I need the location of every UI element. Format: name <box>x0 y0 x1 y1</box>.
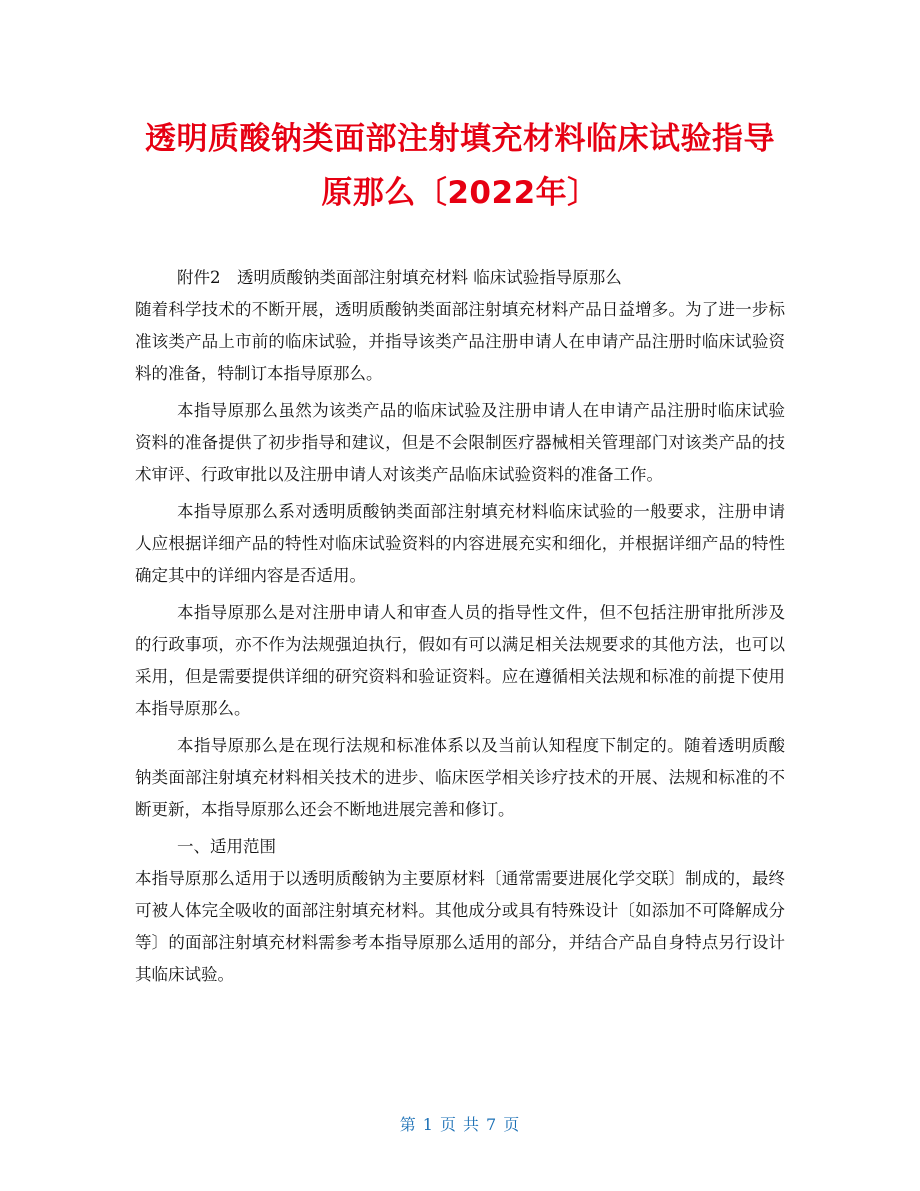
footer-page-prefix: 第 <box>399 1115 417 1134</box>
title-line-1: 透明质酸钠类面部注射填充材料临床试验指导 <box>145 121 775 157</box>
footer-total-pages: 7 <box>486 1115 498 1134</box>
footer-page-mid: 页 <box>439 1115 457 1134</box>
paragraph-revision: 本指导原那么是在现行法规和标准体系以及当前认知程度下制定的。随着透明质酸钠类面部注射填充材料相关技术的进步、临床医学相关诊疗技术的开展、法规和标准的不断更新，本指导原那么还会不断地进展完善和修订。 <box>135 736 785 819</box>
document-body <box>135 262 785 991</box>
footer-page-number: 1 <box>422 1115 434 1134</box>
paragraph-guidance-nature: 本指导原那么是对注册申请人和审查人员的指导性文件，但不包括注册审批所涉及的行政事项，亦不作为法规强迫执行，假如有可以满足相关法规要求的其他方法，也可以采用，但是需要提供详细的研究资料和验证资料。应在遵循相关法规和标准的前提下使用本指导原那么。 <box>135 603 785 718</box>
document-title <box>120 112 800 220</box>
paragraph-general-requirements: 本指导原那么系对透明质酸钠类面部注射填充材料临床试验的一般要求，注册申请人应根据详细产品的特性对临床试验资料的内容进展充实和细化，并根据详细产品的特性确定其中的详细内容是否适用。 <box>135 502 785 585</box>
paragraph-scope-note: 本指导原那么虽然为该类产品的临床试验及注册申请人在申请产品注册时临床试验资料的准备提供了初步指导和建议，但是不会限制医疗器械相关管理部门对该类产品的技术审评、行政审批以及注册申请人对该类产品临床试验资料的准备工作。 <box>135 401 785 484</box>
attachment-line: 附件2 透明质酸钠类面部注射填充材料 临床试验指导原那么 <box>177 268 622 287</box>
section-heading-scope: 一、适用范围 <box>177 837 276 856</box>
footer-total-prefix: 共 <box>463 1115 481 1134</box>
paragraph-intro: 随着科学技术的不断开展，透明质酸钠类面部注射填充材料产品日益增多。为了进一步标准该类产品上市前的临床试验，并指导该类产品注册申请人在申请产品注册时临床试验资料的准备，特制订本指导原那么。 <box>135 300 785 383</box>
paragraph-applicability: 本指导原那么适用于以透明质酸钠为主要原材料〔通常需要进展化学交联〕制成的，最终可被人体完全吸收的面部注射填充材料。其他成分或具有特殊设计〔如添加不可降解成分等〕的面部注射填充材料需参考本指导原那么适用的部分，并结合产品自身特点另行设计其临床试验。 <box>135 869 785 984</box>
title-line-2: 原那么〔2022年〕 <box>321 175 599 211</box>
page-footer <box>0 1112 920 1135</box>
footer-page-suffix: 页 <box>503 1115 521 1134</box>
